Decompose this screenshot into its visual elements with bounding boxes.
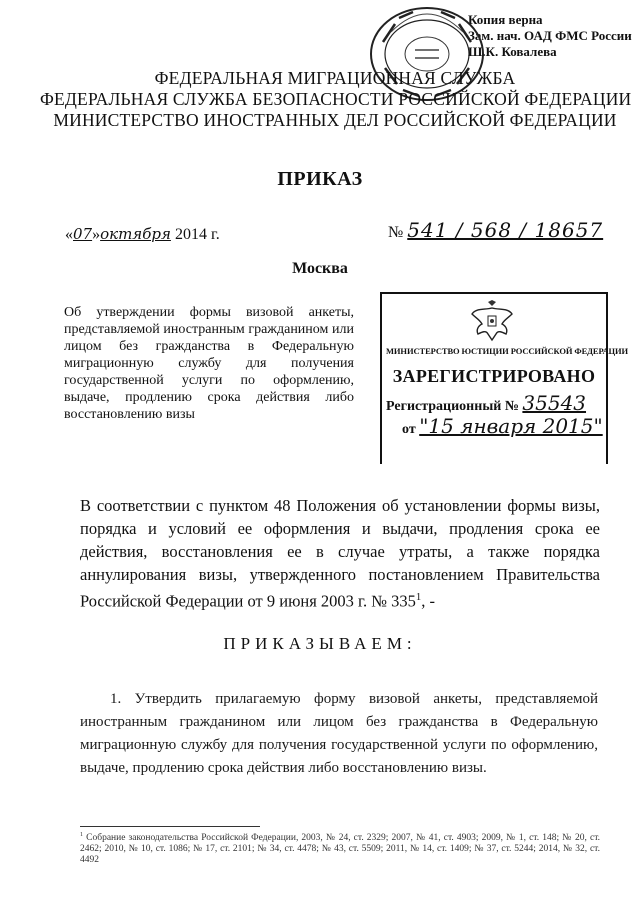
date-month: октября xyxy=(100,225,171,243)
registration-number-value: 35543 xyxy=(522,391,587,415)
date-year: 2014 г. xyxy=(174,226,220,243)
document-number xyxy=(388,218,603,242)
authority-line: ФЕДЕРАЛЬНАЯ СЛУЖБА БЕЗОПАСНОСТИ РОССИЙСКОЙ ФЕДЕРАЦИИ xyxy=(40,89,632,109)
order-heading: ПРИКАЗЫВАЕМ: xyxy=(223,634,417,653)
registration-number-label: Регистрационный № xyxy=(386,399,519,414)
registration-date-label: от xyxy=(402,422,416,437)
date-open-quote: « xyxy=(65,226,73,243)
footnote-text: Собрание законодательства Российской Федерации, 2003, № 24, ст. 2329; 2007, № 41, ст. 4903; 2009, № 1, ст. 148; № 20, ст. 2462; 2010, № 10, ст. 1086; № 17, ст. 2101; № 34, ст. 4478; № 43, ст. 5509; 2011, № 14, ст. 1409; № 37, ст. 5244; 2014, № 32, ст. 4492 xyxy=(80,833,601,866)
footnote-reference: 1 xyxy=(415,591,422,603)
issuing-authorities xyxy=(40,68,630,131)
coat-of-arms-icon xyxy=(470,300,514,342)
date-close-quote: » xyxy=(92,226,101,243)
document-date xyxy=(65,225,220,244)
registration-number xyxy=(386,391,586,415)
preamble-text: В соответствии с пунктом 48 Положения об установлении формы визы, порядка и условий ее оформления и выдачи, продления срока ее действия, восстановления ее в случае утраты, а также порядка аннулирования визы, утвержденного постановлением Правительства Российской Федерации от 9 июня 2003 г. № 335 xyxy=(80,496,600,611)
document-subject: Об утверждении формы визовой анкеты, представляемой иностранным гражданином или лицом без гражданства в Федеральную миграционную службу для получения государственной услуги по оформлению, выдаче, продлению срока действия либо восстановлению визы xyxy=(64,305,354,422)
number-value: 541 / 568 / 18657 xyxy=(407,218,604,242)
registration-ministry: МИНИСТЕРСТВО ЮСТИЦИИ РОССИЙСКОЙ ФЕДЕРАЦИИ xyxy=(386,346,629,356)
registration-status: ЗАРЕГИСТРИРОВАНО xyxy=(392,366,596,386)
preamble-tail: , - xyxy=(421,591,435,611)
document-type-title: ПРИКАЗ xyxy=(277,168,363,190)
footnote-mark: 1 xyxy=(80,832,84,838)
copy-stamp-line: Зам. нач. ОАД ФМС России xyxy=(468,28,632,43)
registration-stamp xyxy=(380,292,629,464)
copy-stamp-line: Копия верна xyxy=(468,12,543,27)
order-item-1: 1. Утвердить прилагаемую форму визовой анкеты, представляемой иностранным гражданином или лицом без гражданства в Федеральную миграционную службу для получения государственной услуги по оформлению, выдаче, продлению срока действия либо восстановлению визы. xyxy=(80,691,598,776)
registration-date-value: "15 января 2015" xyxy=(419,414,603,438)
date-day: 07 xyxy=(73,225,93,243)
authority-line: МИНИСТЕРСТВО ИНОСТРАННЫХ ДЕЛ РОССИЙСКОЙ ФЕДЕРАЦИИ xyxy=(53,110,617,130)
authority-line: ФЕДЕРАЛЬНАЯ МИГРАЦИОННАЯ СЛУЖБА xyxy=(154,68,516,88)
footnote-divider xyxy=(80,826,260,827)
number-prefix: № xyxy=(388,224,404,241)
preamble-paragraph xyxy=(80,494,600,613)
registration-date xyxy=(402,414,603,438)
city: Москва xyxy=(292,260,348,277)
footnote xyxy=(80,830,600,866)
copy-stamp-line: Ш.К. Ковалева xyxy=(468,44,557,59)
